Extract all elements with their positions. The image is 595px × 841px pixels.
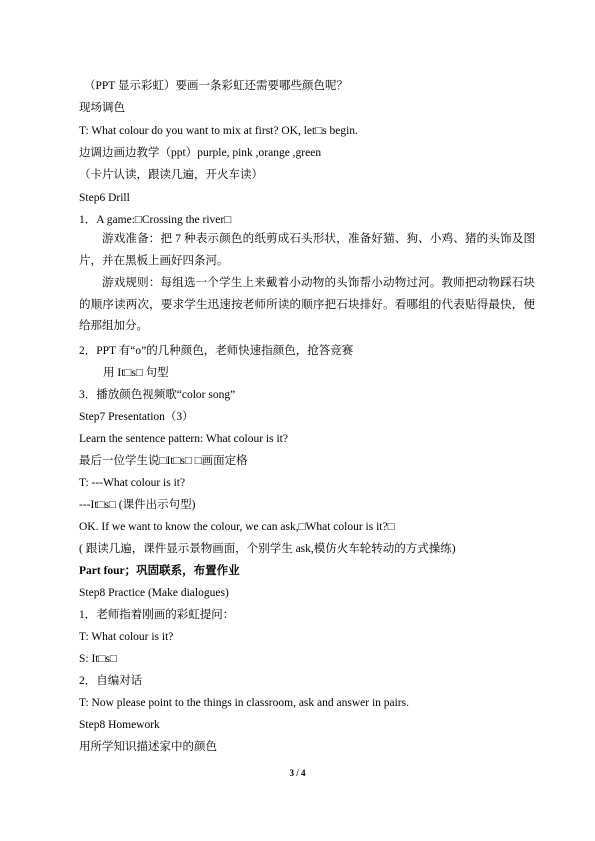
ppt-rainbow-question: （PPT 显示彩虹）要画一条彩虹还需要哪些颜色呢？ — [84, 80, 348, 92]
homework-description: 用所学知识描述家中的颜色 — [79, 741, 217, 753]
page-number: 3 / 4 — [289, 768, 306, 778]
answer-pattern-line: ---It□s□ (课件出示句型) — [79, 499, 196, 511]
pair-work-line: T: Now please point to the things in classroom, ask and answer in pairs. — [79, 697, 409, 709]
step6-heading: Step6 Drill — [79, 192, 130, 204]
rainbow-question-line: 1．老师指着刚画的彩虹提问： — [79, 609, 235, 621]
live-mixing-label: 现场调色 — [79, 102, 125, 114]
step8-practice-heading: Step8 Practice (Make dialogues) — [79, 587, 229, 599]
ppt-o-colors-line: 2．PPT 有“o”的几种颜色，老师快速指颜色，抢答竞赛 — [79, 345, 354, 357]
color-song-line: 3．播放颜色视频歌“color song” — [79, 389, 236, 401]
step7-heading: Step7 Presentation（3） — [79, 411, 194, 423]
train-drill-line: ( 跟读几遍，课件显示景物画面，个别学生 ask,模仿火车轮转动的方式操练) — [79, 543, 456, 555]
student-answer-line: S: It□s□ — [79, 653, 117, 665]
card-reading-line: （卡片认读，跟读几遍，开火车读） — [79, 169, 263, 181]
game-title: 1．A game:□Crossing the river□ — [79, 214, 232, 226]
teacher-question-line: T: ---What colour is it? — [79, 477, 186, 489]
teaching-colors-line: 边调边画边教学（ppt）purple, pink ,orange ,green — [79, 147, 322, 159]
self-dialogue-line: 2．自编对话 — [79, 675, 143, 687]
ask-colour-line: OK. If we want to know the colour, we can ask,□What colour is it?□ — [79, 521, 395, 533]
teacher-what-colour-line: T: What colour is it? — [79, 631, 174, 643]
teacher-mix-line: T: What colour do you want to mix at first? OK, let□s begin. — [79, 125, 358, 137]
game-preparation-paragraph: 游戏准备：把 7 种表示颜色的纸剪成石头形状，准备好猫、狗、小鸡、猪的头饰及图片，并在黑板上画好四条河。 — [79, 233, 535, 267]
learn-pattern-line: Learn the sentence pattern: What colour is it? — [79, 433, 288, 445]
last-student-line: 最后一位学生说□It□s□ □画面定格 — [79, 455, 248, 467]
sentence-pattern-use-line: 用 It□s□ 句型 — [103, 367, 169, 379]
step8-homework-heading: Step8 Homework — [79, 719, 160, 731]
part-four-heading: Part four；巩固联系，布置作业 — [79, 565, 240, 577]
game-rules-paragraph: 游戏规则：每组选一个学生上来戴着小动物的头饰帮小动物过河。教师把动物踩石块的顺序读两次，要求学生迅速按老师所读的顺序把石块排好。看哪组的代表贴得最快，便给那组加分。 — [79, 277, 535, 332]
